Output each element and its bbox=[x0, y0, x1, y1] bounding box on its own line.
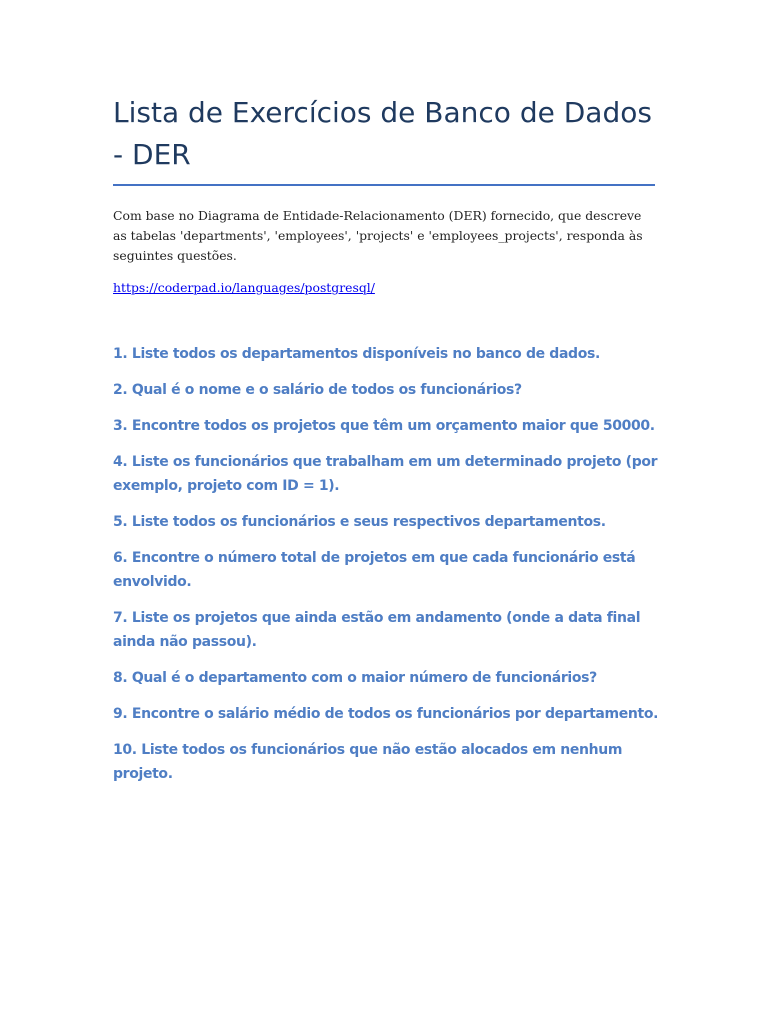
question-item: 2. Qual é o nome e o salário de todos os funcionários? bbox=[113, 382, 522, 398]
questions-list bbox=[113, 342, 661, 786]
page-title: Lista de Exercícios de Banco de Dados - DER bbox=[113, 92, 655, 186]
coderpad-link[interactable]: https://coderpad.io/languages/postgresql/ bbox=[113, 280, 375, 295]
question-item: 6. Encontre o número total de projetos em que cada funcionário está envolvido. bbox=[113, 550, 636, 590]
question-item: 5. Liste todos os funcionários e seus respectivos departamentos. bbox=[113, 514, 606, 530]
question-item: 8. Qual é o departamento com o maior número de funcionários? bbox=[113, 670, 597, 686]
intro-paragraph: Com base no Diagrama de Entidade-Relacionamento (DER) fornecido, que descreve as tabelas 'departments', 'employees', 'projects' e 'employees_projects', responda às seguintes questões. bbox=[113, 208, 643, 263]
question-item: 7. Liste os projetos que ainda estão em andamento (onde a data final ainda não passou). bbox=[113, 610, 641, 650]
question-item: 1. Liste todos os departamentos disponíveis no banco de dados. bbox=[113, 346, 600, 362]
question-item: 10. Liste todos os funcionários que não estão alocados em nenhum projeto. bbox=[113, 742, 623, 782]
question-item: 3. Encontre todos os projetos que têm um orçamento maior que 50000. bbox=[113, 418, 655, 434]
question-item: 4. Liste os funcionários que trabalham em um determinado projeto (por exemplo, projeto com ID = 1). bbox=[113, 454, 658, 494]
question-item: 9. Encontre o salário médio de todos os funcionários por departamento. bbox=[113, 706, 659, 722]
